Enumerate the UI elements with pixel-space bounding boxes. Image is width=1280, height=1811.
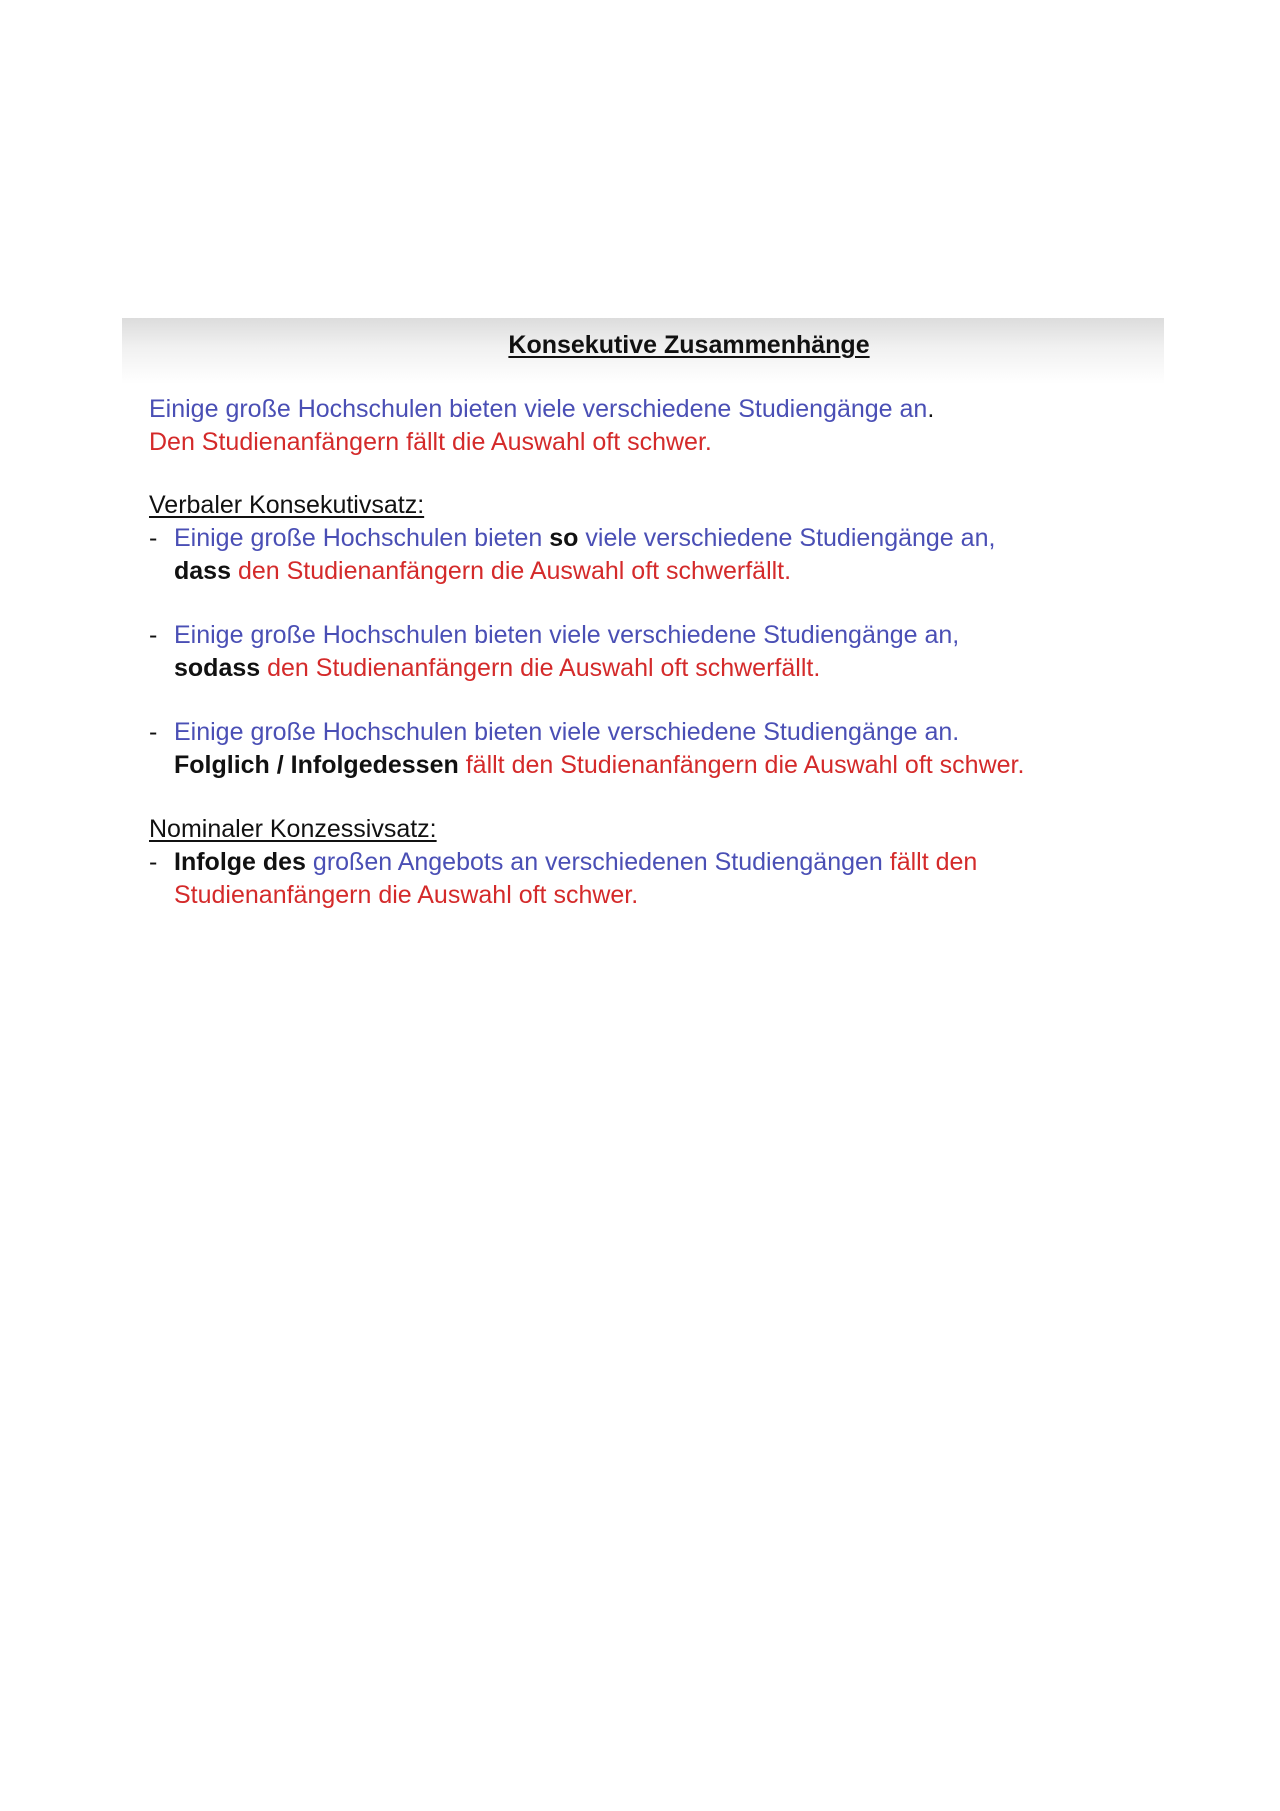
verbal-section bbox=[149, 489, 1159, 782]
nominal-consequence-part1: fällt den bbox=[889, 848, 978, 876]
nominal-connector: Infolge des bbox=[174, 848, 306, 876]
verbal-item-folglich bbox=[149, 716, 1159, 782]
item1-consequence: den Studienanfängern die Auswahl oft schwerfällt. bbox=[237, 557, 792, 585]
item3-connector: Folglich / Infolgedessen bbox=[174, 751, 459, 779]
list-dash: - bbox=[149, 524, 158, 552]
list-dash: - bbox=[149, 718, 158, 746]
page-title: Konsekutive Zusammenhänge bbox=[508, 331, 870, 359]
intro-block bbox=[149, 393, 1159, 459]
intro-cause-text: Einige große Hochschulen bieten viele verschiedene Studiengänge an bbox=[149, 395, 928, 423]
item1-cause-part2: viele verschiedene Studiengänge an, bbox=[585, 524, 996, 552]
item2-cause: Einige große Hochschulen bieten viele verschiedene Studiengänge an, bbox=[174, 621, 960, 649]
verbal-item-sodass bbox=[149, 619, 1159, 685]
intro-cause-period: . bbox=[927, 395, 935, 423]
verbal-item-so-dass bbox=[149, 522, 1159, 588]
nominal-cause: großen Angebots an verschiedenen Studiengängen bbox=[312, 848, 883, 876]
nominal-section-label: Nominaler Konzessivsatz: bbox=[149, 815, 437, 843]
list-dash: - bbox=[149, 621, 158, 649]
intro-sentence-consequence: Den Studienanfängern fällt die Auswahl oft schwer. bbox=[149, 428, 712, 456]
verbal-section-label: Verbaler Konsekutivsatz: bbox=[149, 491, 425, 519]
item2-connector: sodass bbox=[174, 654, 261, 682]
nominal-section bbox=[149, 813, 1159, 912]
item3-cause: Einige große Hochschulen bieten viele verschiedene Studiengänge an. bbox=[174, 718, 960, 746]
document-body bbox=[149, 393, 1159, 912]
item1-connector-dass: dass bbox=[174, 557, 231, 585]
nominal-consequence-part2: Studienanfängern die Auswahl oft schwer. bbox=[174, 881, 639, 909]
nominal-item bbox=[149, 846, 1159, 912]
list-dash: - bbox=[149, 848, 158, 876]
item2-consequence: den Studienanfängern die Auswahl oft schwerfällt. bbox=[267, 654, 821, 682]
item1-cause-part1: Einige große Hochschulen bieten bbox=[174, 524, 543, 552]
intro-sentence-cause bbox=[149, 393, 1159, 426]
item1-connector-so: so bbox=[549, 524, 579, 552]
item3-consequence: fällt den Studienanfängern die Auswahl oft schwer. bbox=[465, 751, 1025, 779]
